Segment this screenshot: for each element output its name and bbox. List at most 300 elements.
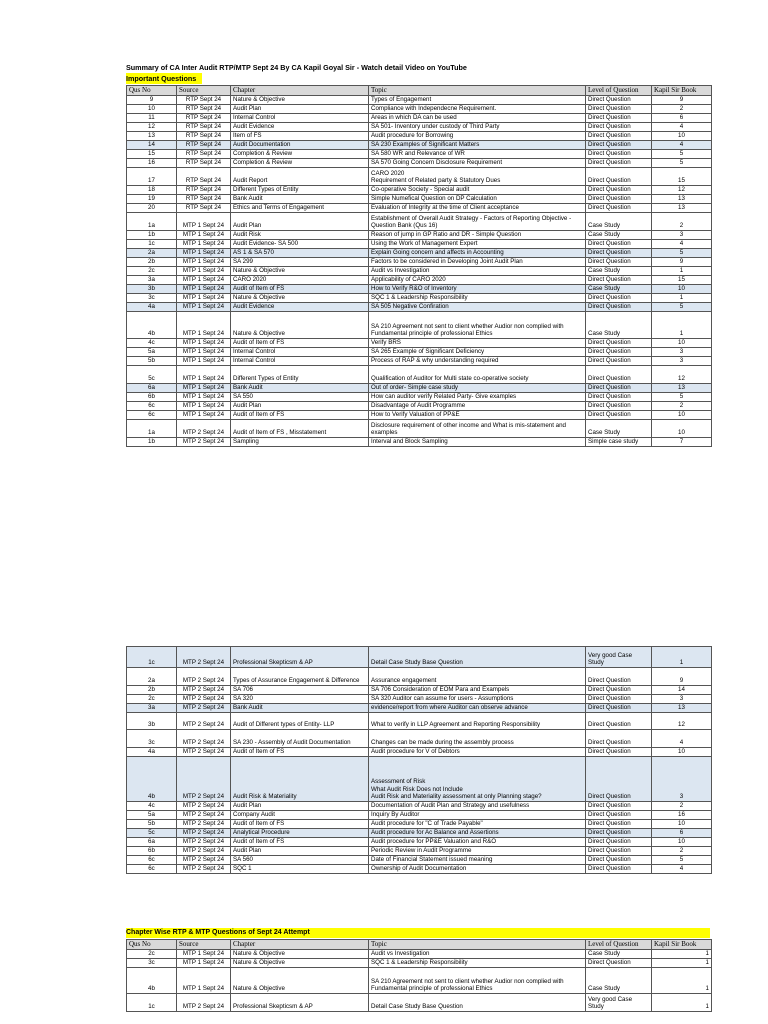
- cell-level: Direct Question: [586, 847, 652, 856]
- cell-qus-no: 3c: [127, 730, 177, 748]
- cell-book-page: 13: [652, 384, 712, 393]
- cell-qus-no: 6c: [127, 402, 177, 411]
- document-title: Summary of CA Inter Audit RTP/MTP Sept 24 By CA Kapil Goyal Sir - Watch detail Video on YouTube: [126, 63, 467, 72]
- cell-source: MTP 2 Sept 24: [177, 713, 231, 730]
- cell-source: MTP 1 Sept 24: [177, 294, 231, 303]
- table-row: [127, 285, 712, 294]
- cell-book-page: 3: [652, 757, 712, 802]
- table-row: [127, 847, 712, 856]
- cell-chapter: Completion & Review: [231, 150, 369, 159]
- cell-source: RTP Sept 24: [177, 150, 231, 159]
- cell-level: Direct Question: [586, 141, 652, 150]
- cell-chapter: SQC 1: [231, 865, 369, 874]
- cell-qus-no: 6c: [127, 865, 177, 874]
- header-qus-no: Qus No: [127, 86, 177, 96]
- cell-source: MTP 1 Sept 24: [177, 285, 231, 294]
- cell-qus-no: 3c: [127, 294, 177, 303]
- header-topic: Topic: [369, 86, 586, 96]
- cell-qus-no: 1a: [127, 420, 177, 438]
- cell-chapter: Internal Control: [231, 348, 369, 357]
- cell-source: RTP Sept 24: [177, 204, 231, 213]
- cell-source: MTP 2 Sept 24: [177, 730, 231, 748]
- cell-book-page: 5: [652, 249, 712, 258]
- cell-book-page: 4: [652, 123, 712, 132]
- table-header-row: [127, 940, 712, 950]
- cell-qus-no: 11: [127, 114, 177, 123]
- cell-book-page: 6: [652, 114, 712, 123]
- cell-topic: Evaluation of Integrity at the time of Client acceptance: [369, 204, 586, 213]
- cell-chapter: Audit of Item of FS: [231, 820, 369, 829]
- cell-book-page: 5: [652, 159, 712, 168]
- table-row: [127, 240, 712, 249]
- table-row: [127, 123, 712, 132]
- cell-book-page: 10: [652, 411, 712, 420]
- table-row: [127, 267, 712, 276]
- cell-level: Direct Question: [586, 411, 652, 420]
- cell-qus-no: 5c: [127, 366, 177, 384]
- cell-book-page: 3: [652, 348, 712, 357]
- cell-chapter: Different Types of Entity: [231, 366, 369, 384]
- cell-book-page: 7: [652, 438, 712, 447]
- cell-source: MTP 2 Sept 24: [177, 686, 231, 695]
- cell-level: Direct Question: [586, 730, 652, 748]
- cell-chapter: Audit Plan: [231, 402, 369, 411]
- cell-level: Direct Question: [586, 195, 652, 204]
- cell-chapter: SA 706: [231, 686, 369, 695]
- table-row: [127, 668, 712, 686]
- table-row: [127, 856, 712, 865]
- cell-book-page: 13: [652, 704, 712, 713]
- cell-level: Direct Question: [586, 150, 652, 159]
- table-row: [127, 105, 712, 114]
- cell-level: Direct Question: [586, 357, 652, 366]
- cell-topic: Explain Going concern and affects in Accounting: [369, 249, 586, 258]
- cell-book-page: 10: [652, 339, 712, 348]
- cell-topic: Using the Work of Management Expert: [369, 240, 586, 249]
- cell-topic: Audit vs Investigation: [369, 267, 586, 276]
- cell-topic: Disadvantage of Audit Programme: [369, 402, 586, 411]
- cell-level: Direct Question: [586, 249, 652, 258]
- cell-qus-no: 16: [127, 159, 177, 168]
- cell-level: Direct Question: [586, 865, 652, 874]
- cell-chapter: Nature & Objective: [231, 968, 369, 994]
- cell-book-page: 2: [652, 847, 712, 856]
- cell-source: MTP 2 Sept 24: [177, 757, 231, 802]
- cell-book-page: 3: [652, 357, 712, 366]
- cell-topic: SA 230 Examples of Significant Matters: [369, 141, 586, 150]
- table-row: [127, 159, 712, 168]
- cell-topic: evidence/report from where Auditor can observe advance: [369, 704, 586, 713]
- cell-book-page: 10: [652, 748, 712, 757]
- cell-qus-no: 4b: [127, 968, 177, 994]
- cell-source: MTP 1 Sept 24: [177, 276, 231, 285]
- cell-level: Direct Question: [586, 258, 652, 267]
- cell-level: Direct Question: [586, 366, 652, 384]
- chapter-wise-table: [126, 939, 712, 1012]
- cell-level: Direct Question: [586, 339, 652, 348]
- cell-qus-no: 1b: [127, 231, 177, 240]
- cell-source: MTP 1 Sept 24: [177, 339, 231, 348]
- cell-level: Direct Question: [586, 159, 652, 168]
- cell-level: Case Study: [586, 420, 652, 438]
- cell-source: MTP 1 Sept 24: [177, 968, 231, 994]
- cell-chapter: Item of FS: [231, 132, 369, 141]
- cell-qus-no: 3b: [127, 713, 177, 730]
- cell-qus-no: 13: [127, 132, 177, 141]
- header-qus-no: Qus No: [127, 940, 177, 950]
- table-row: [127, 114, 712, 123]
- cell-topic: Co-operative Society - Special audit: [369, 186, 586, 195]
- table-row: [127, 704, 712, 713]
- cell-chapter: Audit Plan: [231, 105, 369, 114]
- cell-qus-no: 2c: [127, 267, 177, 276]
- table-row: [127, 802, 712, 811]
- cell-source: MTP 1 Sept 24: [177, 411, 231, 420]
- table-row: [127, 303, 712, 312]
- cell-level: Direct Question: [586, 348, 652, 357]
- cell-book-page: 2: [652, 105, 712, 114]
- cell-qus-no: 5a: [127, 348, 177, 357]
- table-row: [127, 186, 712, 195]
- cell-book-page: 5: [652, 393, 712, 402]
- cell-qus-no: 19: [127, 195, 177, 204]
- table-row: [127, 950, 712, 959]
- cell-chapter: SA 230 - Assembly of Audit Documentation: [231, 730, 369, 748]
- cell-book-page: 2: [652, 402, 712, 411]
- table-row: [127, 420, 712, 438]
- cell-source: MTP 2 Sept 24: [177, 668, 231, 686]
- cell-source: MTP 2 Sept 24: [177, 994, 231, 1012]
- table-row: [127, 748, 712, 757]
- cell-level: Direct Question: [586, 105, 652, 114]
- cell-qus-no: 6a: [127, 384, 177, 393]
- cell-topic: Out of order- Simple case study: [369, 384, 586, 393]
- cell-qus-no: 3c: [127, 959, 177, 968]
- cell-chapter: Sampling: [231, 438, 369, 447]
- cell-qus-no: 4c: [127, 339, 177, 348]
- cell-qus-no: 18: [127, 186, 177, 195]
- table-row: [127, 258, 712, 267]
- cell-qus-no: 4b: [127, 757, 177, 802]
- cell-level: Direct Question: [586, 838, 652, 847]
- cell-level: Direct Question: [586, 704, 652, 713]
- cell-topic: Detail Case Study Base Question: [369, 647, 586, 668]
- cell-book-page: 5: [652, 150, 712, 159]
- cell-book-page: 1: [652, 294, 712, 303]
- cell-topic: SA 210 Agreement not sent to client whether Audior non complied with Fundamental principle of professional Ethics: [369, 312, 586, 339]
- cell-book-page: 1: [652, 312, 712, 339]
- cell-source: MTP 1 Sept 24: [177, 303, 231, 312]
- cell-level: Direct Question: [586, 402, 652, 411]
- cell-chapter: Professional Skepticsm & AP: [231, 647, 369, 668]
- cell-source: RTP Sept 24: [177, 168, 231, 186]
- cell-qus-no: 4c: [127, 802, 177, 811]
- cell-topic: SA 210 Agreement not sent to client whether Audior non complied with Fundamental principle of professional Ethics: [369, 968, 586, 994]
- cell-chapter: Bank Audit: [231, 195, 369, 204]
- cell-source: MTP 1 Sept 24: [177, 240, 231, 249]
- cell-qus-no: 6a: [127, 838, 177, 847]
- cell-chapter: Audit Risk & Materiality: [231, 757, 369, 802]
- cell-source: MTP 1 Sept 24: [177, 312, 231, 339]
- cell-qus-no: 10: [127, 105, 177, 114]
- cell-level: Direct Question: [586, 829, 652, 838]
- cell-topic: How to Verify R&O of Inventory: [369, 285, 586, 294]
- cell-topic: CARO 2020 Requirement of Related party & Statutory Dues: [369, 168, 586, 186]
- table-row: [127, 820, 712, 829]
- cell-book-page: 10: [652, 285, 712, 294]
- cell-topic: Audit procedure for Ac Balance and Assertions: [369, 829, 586, 838]
- cell-source: MTP 2 Sept 24: [177, 856, 231, 865]
- cell-book-page: 1: [652, 267, 712, 276]
- table-row: [127, 141, 712, 150]
- cell-source: MTP 1 Sept 24: [177, 231, 231, 240]
- table-row: [127, 150, 712, 159]
- cell-level: Very good Case Study: [586, 647, 652, 668]
- cell-chapter: Audit of Item of FS: [231, 339, 369, 348]
- cell-qus-no: 2a: [127, 249, 177, 258]
- header-chapter: Chapter: [231, 940, 369, 950]
- cell-qus-no: 20: [127, 204, 177, 213]
- cell-qus-no: 5a: [127, 811, 177, 820]
- table-row: [127, 402, 712, 411]
- table-row: [127, 829, 712, 838]
- cell-source: RTP Sept 24: [177, 159, 231, 168]
- cell-level: Case Study: [586, 231, 652, 240]
- cell-chapter: Nature & Objective: [231, 267, 369, 276]
- cell-chapter: Nature & Objective: [231, 294, 369, 303]
- cell-level: Direct Question: [586, 240, 652, 249]
- cell-topic: Interval and Block Sampling: [369, 438, 586, 447]
- cell-source: MTP 1 Sept 24: [177, 393, 231, 402]
- cell-source: MTP 2 Sept 24: [177, 820, 231, 829]
- cell-level: Direct Question: [586, 959, 652, 968]
- cell-chapter: SA 550: [231, 393, 369, 402]
- cell-qus-no: 1c: [127, 240, 177, 249]
- cell-topic: SA 501- Inventory under custody of Third Party: [369, 123, 586, 132]
- cell-qus-no: 1b: [127, 438, 177, 447]
- cell-source: MTP 1 Sept 24: [177, 950, 231, 959]
- cell-chapter: SA 560: [231, 856, 369, 865]
- table-row: [127, 968, 712, 994]
- table-row: [127, 959, 712, 968]
- cell-level: Case Study: [586, 213, 652, 231]
- cell-topic: Compliance with Independecne Requirement.: [369, 105, 586, 114]
- cell-qus-no: 6b: [127, 847, 177, 856]
- cell-source: MTP 1 Sept 24: [177, 267, 231, 276]
- cell-book-page: 13: [652, 204, 712, 213]
- cell-book-page: 4: [652, 141, 712, 150]
- cell-topic: Assessment of Risk What Audit Risk Does not Include Audit Risk and Materiality assessment at only Planning stage?: [369, 757, 586, 802]
- cell-topic: Applicability of CARO 2020: [369, 276, 586, 285]
- cell-qus-no: 3a: [127, 276, 177, 285]
- header-level: Level of Question: [586, 940, 652, 950]
- cell-qus-no: 3a: [127, 704, 177, 713]
- cell-qus-no: 2c: [127, 950, 177, 959]
- cell-source: MTP 2 Sept 24: [177, 438, 231, 447]
- cell-qus-no: 4a: [127, 303, 177, 312]
- cell-source: MTP 1 Sept 24: [177, 366, 231, 384]
- cell-qus-no: 6b: [127, 393, 177, 402]
- cell-qus-no: 6c: [127, 411, 177, 420]
- cell-book-page: 2: [652, 213, 712, 231]
- cell-book-page: 4: [652, 240, 712, 249]
- cell-qus-no: 1a: [127, 213, 177, 231]
- header-level: Level of Question: [586, 86, 652, 96]
- cell-chapter: Audit Plan: [231, 847, 369, 856]
- table-row: [127, 757, 712, 802]
- cell-source: RTP Sept 24: [177, 105, 231, 114]
- cell-chapter: Internal Control: [231, 357, 369, 366]
- table-row: [127, 204, 712, 213]
- cell-level: Case Study: [586, 968, 652, 994]
- table-row: [127, 838, 712, 847]
- cell-topic: SA 265 Example of Significant Deficiency: [369, 348, 586, 357]
- cell-topic: Ownership of Audit Documentation: [369, 865, 586, 874]
- cell-book-page: 1: [652, 950, 712, 959]
- table-row: [127, 730, 712, 748]
- cell-source: MTP 2 Sept 24: [177, 695, 231, 704]
- cell-topic: SA 706 Consideration of EOM Para and Exampels: [369, 686, 586, 695]
- cell-topic: Changes can be made during the assembly process: [369, 730, 586, 748]
- table-row: [127, 348, 712, 357]
- cell-chapter: Completion & Review: [231, 159, 369, 168]
- cell-chapter: Audit of Item of FS: [231, 285, 369, 294]
- header-book-page: Kapil Sir Book: [652, 86, 712, 96]
- cell-topic: Verify BRS: [369, 339, 586, 348]
- cell-chapter: Audit of Item of FS , Misstatement: [231, 420, 369, 438]
- cell-book-page: 3: [652, 695, 712, 704]
- cell-topic: Qualification of Auditor for Multi state co-operative society: [369, 366, 586, 384]
- cell-level: Direct Question: [586, 204, 652, 213]
- cell-source: MTP 2 Sept 24: [177, 647, 231, 668]
- cell-qus-no: 15: [127, 150, 177, 159]
- cell-topic: Inquiry By Auditor: [369, 811, 586, 820]
- cell-level: Direct Question: [586, 186, 652, 195]
- cell-book-page: 10: [652, 132, 712, 141]
- header-source: Source: [177, 86, 231, 96]
- table-row: [127, 686, 712, 695]
- table-row: [127, 366, 712, 384]
- cell-chapter: Bank Audit: [231, 704, 369, 713]
- cell-chapter: Professional Skepticsm & AP: [231, 994, 369, 1012]
- cell-level: Direct Question: [586, 802, 652, 811]
- table-row: [127, 357, 712, 366]
- table-row: [127, 994, 712, 1012]
- cell-book-page: 3: [652, 231, 712, 240]
- cell-source: MTP 1 Sept 24: [177, 249, 231, 258]
- cell-chapter: Nature & Objective: [231, 950, 369, 959]
- cell-source: RTP Sept 24: [177, 132, 231, 141]
- cell-level: Case Study: [586, 285, 652, 294]
- cell-chapter: Audit of Item of FS: [231, 838, 369, 847]
- cell-topic: Process of RAP & why understanding required: [369, 357, 586, 366]
- cell-source: RTP Sept 24: [177, 195, 231, 204]
- table-row: [127, 249, 712, 258]
- cell-level: Direct Question: [586, 294, 652, 303]
- cell-book-page: 10: [652, 838, 712, 847]
- header-source: Source: [177, 940, 231, 950]
- cell-level: Direct Question: [586, 96, 652, 105]
- cell-level: Direct Question: [586, 168, 652, 186]
- table-row: [127, 132, 712, 141]
- table-row: [127, 312, 712, 339]
- cell-source: RTP Sept 24: [177, 141, 231, 150]
- cell-level: Case Study: [586, 312, 652, 339]
- important-questions-label: Important Questions: [126, 73, 202, 84]
- cell-level: Direct Question: [586, 695, 652, 704]
- cell-book-page: 15: [652, 276, 712, 285]
- table-row: [127, 713, 712, 730]
- cell-qus-no: 4b: [127, 312, 177, 339]
- cell-book-page: 5: [652, 303, 712, 312]
- cell-topic: Audit vs Investigation: [369, 950, 586, 959]
- cell-chapter: Ethics and Terms of Engagement: [231, 204, 369, 213]
- cell-level: Case Study: [586, 950, 652, 959]
- cell-topic: Assurance engagement: [369, 668, 586, 686]
- cell-source: RTP Sept 24: [177, 96, 231, 105]
- cell-source: MTP 2 Sept 24: [177, 865, 231, 874]
- cell-source: MTP 1 Sept 24: [177, 402, 231, 411]
- cell-source: MTP 1 Sept 24: [177, 258, 231, 267]
- cell-book-page: 15: [652, 168, 712, 186]
- cell-topic: Types of Engagement: [369, 96, 586, 105]
- cell-topic: How can auditor verify Related Party- Give examples: [369, 393, 586, 402]
- cell-topic: Areas in which DA can be used: [369, 114, 586, 123]
- cell-topic: Establishment of Overall Audit Strategy - Factors of Reporting Objective - Question Bank (Qus 16): [369, 213, 586, 231]
- cell-level: Case Study: [586, 267, 652, 276]
- cell-qus-no: 5b: [127, 820, 177, 829]
- cell-source: MTP 1 Sept 24: [177, 959, 231, 968]
- cell-qus-no: 2b: [127, 258, 177, 267]
- cell-qus-no: 5c: [127, 829, 177, 838]
- cell-source: MTP 2 Sept 24: [177, 704, 231, 713]
- cell-source: MTP 2 Sept 24: [177, 748, 231, 757]
- header-topic: Topic: [369, 940, 586, 950]
- cell-topic: Date of Financial Statement issued meaning: [369, 856, 586, 865]
- cell-qus-no: 4a: [127, 748, 177, 757]
- cell-chapter: Different Types of Entity: [231, 186, 369, 195]
- cell-book-page: 4: [652, 865, 712, 874]
- cell-book-page: 4: [652, 730, 712, 748]
- cell-book-page: 13: [652, 195, 712, 204]
- cell-topic: Audit procedure for V of Debtors: [369, 748, 586, 757]
- cell-chapter: AS 1 & SA 570: [231, 249, 369, 258]
- cell-level: Simple case study: [586, 438, 652, 447]
- cell-level: Direct Question: [586, 276, 652, 285]
- cell-chapter: Nature & Objective: [231, 312, 369, 339]
- cell-topic: Audit procedure for "C of Trade Payable": [369, 820, 586, 829]
- table-row: [127, 695, 712, 704]
- cell-source: MTP 2 Sept 24: [177, 420, 231, 438]
- cell-topic: What to verify in LLP Agreement and Reporting Responsibility: [369, 713, 586, 730]
- cell-source: MTP 2 Sept 24: [177, 811, 231, 820]
- cell-chapter: Audit Evidence: [231, 123, 369, 132]
- cell-level: Very good Case Study: [586, 994, 652, 1012]
- cell-level: Direct Question: [586, 757, 652, 802]
- cell-book-page: 1: [652, 968, 712, 994]
- cell-source: MTP 1 Sept 24: [177, 357, 231, 366]
- cell-book-page: 1: [652, 959, 712, 968]
- cell-chapter: Audit Documentation: [231, 141, 369, 150]
- cell-topic: SA 570 Going Concern Disclosure Requirement: [369, 159, 586, 168]
- cell-topic: SA 580 WR and Relevance of WR: [369, 150, 586, 159]
- cell-qus-no: 1c: [127, 647, 177, 668]
- cell-chapter: Audit of Different types of Entity- LLP: [231, 713, 369, 730]
- cell-topic: How to Verify Valuation of PP&E: [369, 411, 586, 420]
- table-row: [127, 411, 712, 420]
- table-row: [127, 168, 712, 186]
- cell-book-page: 9: [652, 96, 712, 105]
